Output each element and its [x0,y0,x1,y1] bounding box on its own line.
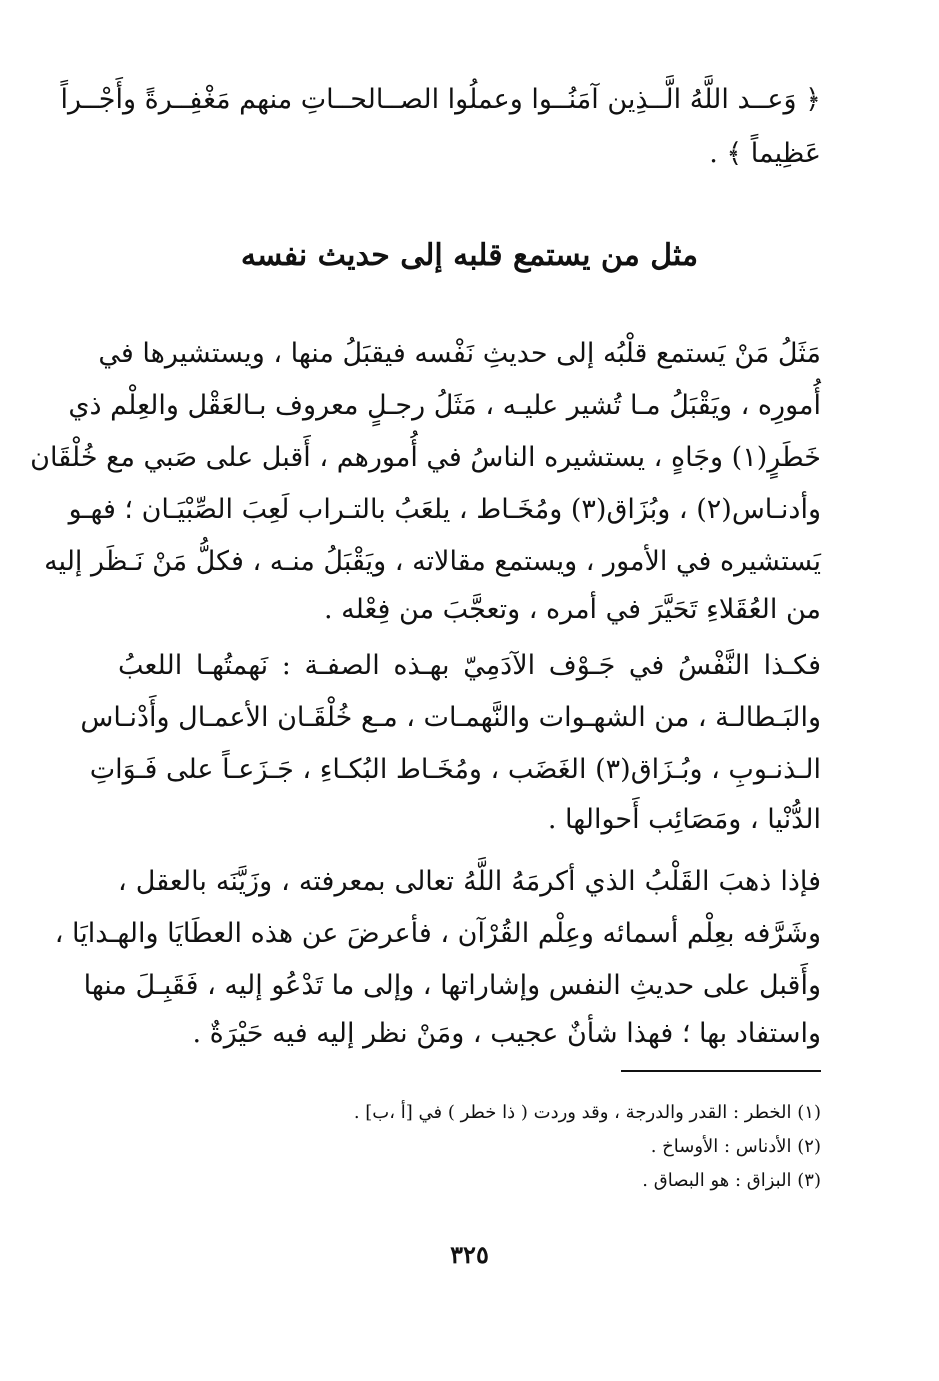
paragraph-2-line-1: فكـذا النَّفْسُ في جَـوْف الآدَمِيّ بهـذه الصفـة : نَهمتُهـا اللعبُ [118,650,821,681]
paragraph-3-line-4: واستفاد بها ؛ فهذا شأنٌ عجيب ، ومَنْ نظر إليه فيه حَيْرَةٌ . [192,1018,821,1049]
footnote-2: (٢) الأدناس : الأوساخ . [650,1136,821,1157]
paragraph-2-line-2: والبَـطالـة ، من الشهـوات والنَّهمـات ، مـع خُلْقَـان الأعمـال وأَدْنـاس [80,702,821,733]
paragraph-2-line-3: الـذنـوبِ ، وبُـزَاق(٣) الغَضَب ، ومُخَـاط البُكـاءِ ، جَـزَعـاً على فَـوَاتِ [89,754,821,785]
verse-line-2: عَظِيماً ﴾ . [709,138,821,169]
paragraph-3-line-1: فإذا ذهبَ القَلْبُ الذي أكرمَهُ اللَّهُ تعالى بمعرفته ، وزَيَّنَه بالعقل ، [118,866,821,897]
paragraph-3-line-3: وأَقبل على حديثِ النفس وإشاراتها ، وإلى ما تَدْعُو إليه ، فَقَبِـلَ منها [83,970,821,1001]
paragraph-1-line-3: خَطَرٍ(١) وجَاهٍ ، يستشيره الناسُ في أُمورهم ، أَقبل على صَبي مع خُلْقَان [30,442,821,473]
footnote-3: (٣) البزاق : هو البصاق . [642,1170,821,1191]
verse-line-1: ﴿ وَعــد اللَّهُ الَّــذِين آمَنُــوا وعملُوا الصــالحــاتِ منهم مَغْفِــرةً وأَجْــراً [60,84,821,115]
paragraph-1-line-5: يَستشيره في الأمور ، ويستمع مقالاته ، ويَقْبَلُ منـه ، فكلُّ مَنْ نَـظَر إليه [44,546,821,577]
paragraph-1-line-2: أُمورِه ، ويَقْبَلُ مـا تُشير عليـه ، مَثَلُ رجـلٍ معروف بـالعَقْل والعِلْم ذي [68,390,821,421]
footnote-1: (١) الخطر : القدر والدرجة ، وقد وردت ( ذا خطر ) في [أ ،ب] . [353,1102,821,1123]
paragraph-1-line-1: مَثَلُ مَنْ يَستمع قلْبُه إلى حديثِ نَفْسه فيقبَلُ منها ، ويستشيرها في [98,338,821,369]
paragraph-2-line-4: الدُّنْيا ، ومَصَائِب أَحوالها . [547,804,821,835]
page-number: ٣٢٥ [450,1240,489,1269]
paragraph-1-line-6: من العُقَلاءِ تَحَيَّرَ في أمره ، وتعجَّبَ من فِعْله . [323,594,821,625]
paragraph-1-line-4: وأدنـاس(٢) ، وبُزَاق(٣) ومُخَـاط ، يلعَبُ بالتـراب لَعِبَ الصِّبْيَـان ؛ فهـو [68,494,821,525]
footnote-separator [621,1070,821,1072]
section-title: مثل من يستمع قلبه إلى حديث نفسه [240,238,699,273]
paragraph-3-line-2: وشَرَّفه بعِلْم أسمائه وعِلْم القُرْآن ، فأعرضَ عن هذه العطَايَا والهـدايَا ، [54,918,821,949]
